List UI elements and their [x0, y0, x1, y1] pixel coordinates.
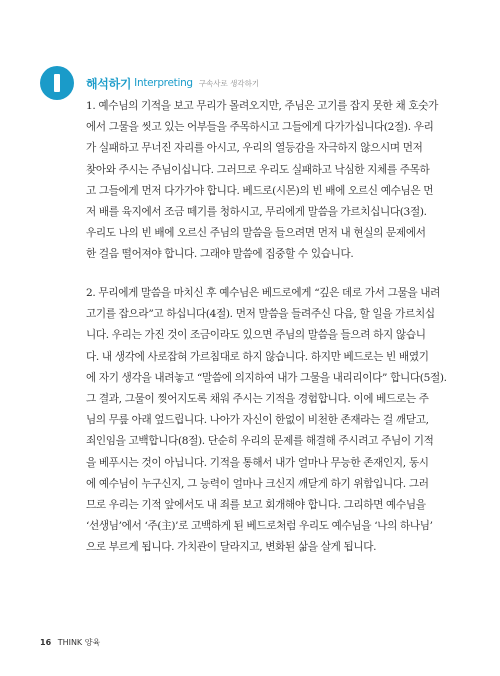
text-line: 고 그들에게 먼저 다가가야 합니다. 베드로(시몬)의 빈 배에 오르신 예수님은 먼: [86, 184, 434, 197]
text-line: 으로 부르게 됩니다. 가치관이 달라지고, 변화된 삶을 살게 됩니다.: [86, 541, 377, 554]
text-line: 2. 무리에게 말씀을 마치신 후 예수님은 베드로에게 “깊은 데로 가서 그물을 내려: [86, 287, 441, 299]
text-line: 찾아와 주시는 주님이십니다. 그러므로 우리도 실패하고 낙심한 지체를 주목하: [86, 163, 430, 176]
text-line: ‘선생님’에서 ‘주(主)’로 고백하게 된 베드로처럼 우리도 예수님을 ‘나의 하나님’: [86, 520, 433, 533]
page-number: 16: [40, 638, 52, 647]
text-line: 에서 그물을 씻고 있는 어부들을 주목하시고 그들에게 다가가십니다(2절). 우리: [86, 121, 434, 134]
publication-name: THINK 양육: [57, 638, 101, 647]
text-line: 을 베푸시는 것이 아닙니다. 기적을 통해서 내가 얼마나 무능한 존재인지, 동시: [86, 456, 429, 469]
section-badge-icon: [40, 66, 74, 100]
paragraph-1: [86, 96, 456, 266]
text-line: 죄인임을 고백합니다(8절). 단순히 우리의 문제를 해결해 주시려고 주님이 기적: [86, 435, 434, 448]
text-line: 한 걸음 떨어져야 합니다. 그래야 말씀에 집중할 수 있습니다.: [86, 248, 354, 261]
text-line: 가 실패하고 무너진 자리를 아시고, 우리의 열등감을 자극하지 않으시며 먼저: [86, 142, 423, 155]
paragraph-2: [86, 283, 456, 559]
section-title: 해석하기: [86, 76, 132, 91]
text-line: 고기를 잡으라”고 하십니다(4절). 먼저 말씀을 들려주신 다음, 할 일을 가르치십: [86, 308, 435, 321]
page-footer: [40, 637, 100, 648]
text-line: 다. 내 생각에 사로잡혀 가르침대로 하지 않습니다. 하지만 베드로는 빈 배였기: [86, 350, 429, 363]
text-line: 그 결과, 그물이 찢어지도록 채워 주시는 기적을 경험합니다. 이에 베드로는 주: [86, 393, 429, 406]
section-title-english: Interpreting: [134, 77, 193, 89]
text-line: 1. 예수님의 기적을 보고 무리가 몰려오지만, 주님은 고기를 잡지 못한 채 호숫가: [86, 100, 439, 112]
text-line: 님의 무릎 아래 엎드립니다. 나아가 자신이 한없이 비천한 존재라는 걸 깨닫고,: [86, 414, 429, 427]
text-line: 에 예수님이 누구신지, 그 능력이 얼마나 크신지 깨닫게 하기 위함입니다. 그러: [86, 477, 429, 490]
text-line: 우리도 나의 빈 배에 오르신 주님의 말씀을 들으려면 먼저 내 현실의 문제에서: [86, 227, 426, 240]
text-line: 저 배를 육지에서 조금 떼기를 청하시고, 무리에게 말씀을 가르치십니다(3절).: [86, 206, 427, 219]
text-line: 므로 우리는 기적 앞에서도 내 죄를 보고 회개해야 합니다. 그리하면 예수님을: [86, 499, 426, 512]
section-subtitle: 구속사로 생각하기: [198, 78, 260, 88]
text-line: 니다. 우리는 가진 것이 조금이라도 있으면 주님의 말씀을 들으려 하지 않습니: [86, 329, 426, 342]
section-header: [40, 66, 259, 100]
text-line: 에 자기 생각을 내려놓고 “말씀에 의지하여 내가 그물을 내리리이다” 합니다(5절).: [86, 371, 447, 384]
